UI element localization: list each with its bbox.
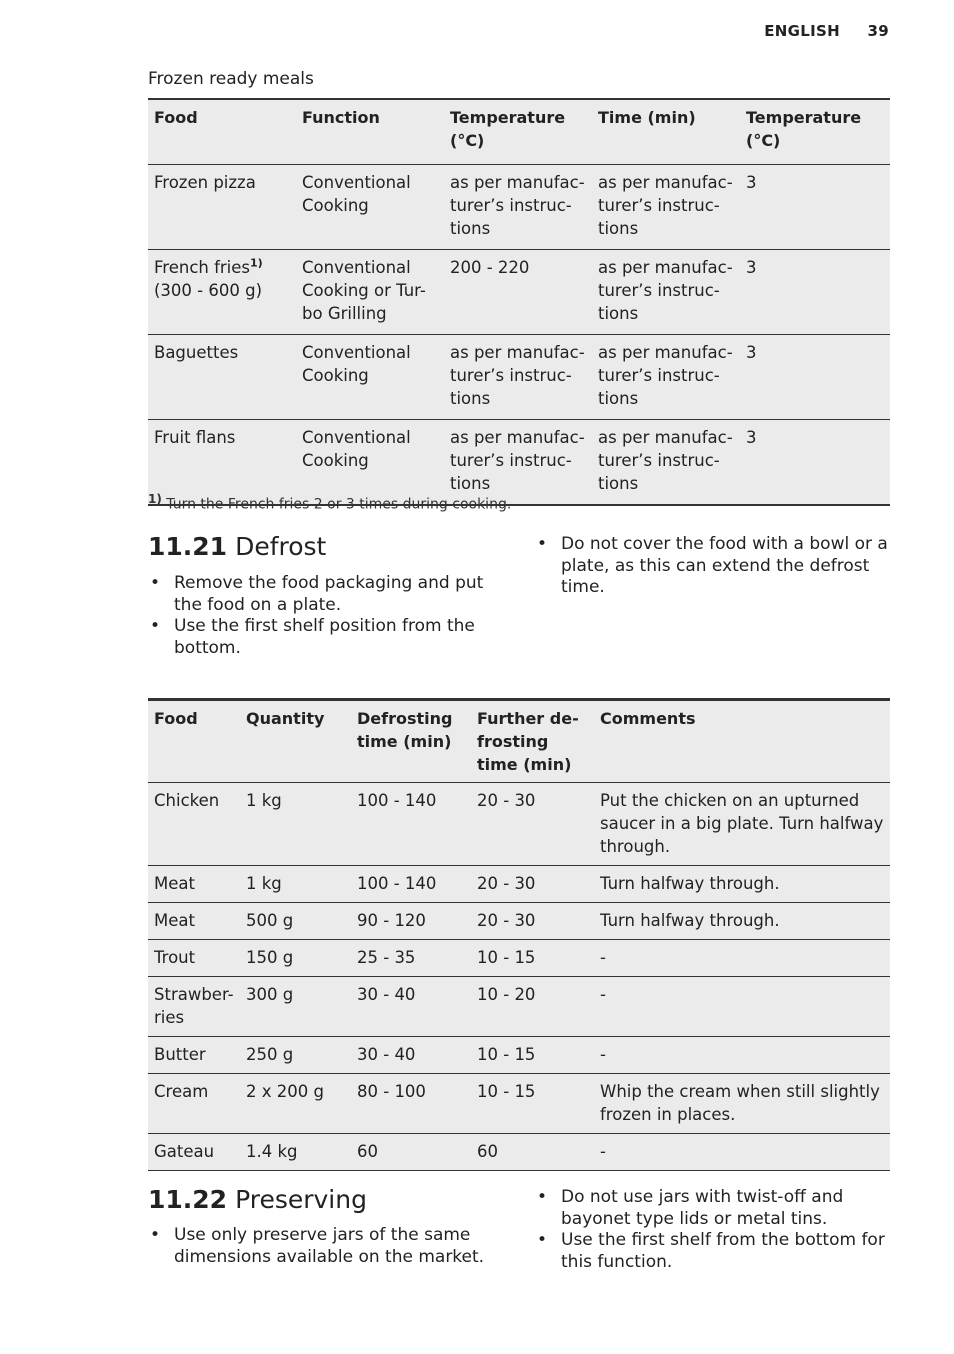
section-number: 11.22 xyxy=(148,1185,228,1214)
cell-quantity: 1 kg xyxy=(240,783,351,866)
cell-defrost-time: 60 xyxy=(351,1134,471,1171)
cell-time: as per manufac-turer’s instruc-tions xyxy=(592,250,740,335)
footnote-reference: 1) xyxy=(250,256,263,270)
cell-further-time: 10 - 20 xyxy=(471,977,594,1037)
cell-comments: - xyxy=(594,940,890,977)
cell-time: as per manufac-turer’s instruc-tions xyxy=(592,420,740,506)
cell-food: Strawber-ries xyxy=(148,977,240,1037)
cell-shelf: 3 xyxy=(740,420,890,506)
cell-quantity: 2 x 200 g xyxy=(240,1074,351,1134)
cell-food: Fruit flans xyxy=(148,420,296,506)
list-item: • Remove the food packaging and put the food on a plate. xyxy=(148,573,500,616)
section-heading-defrost xyxy=(148,532,326,561)
cell-time: as per manufac-turer’s instruc-tions xyxy=(592,165,740,250)
table-row xyxy=(148,335,890,420)
cell-shelf: 3 xyxy=(740,165,890,250)
table-row xyxy=(148,940,890,977)
cell-defrost-time: 30 - 40 xyxy=(351,977,471,1037)
cell-food: Gateau xyxy=(148,1134,240,1171)
cell-defrost-time: 25 - 35 xyxy=(351,940,471,977)
list-item: • Do not cover the food with a bowl or a plate, as this can extend the defrost time. xyxy=(535,534,890,599)
table-row xyxy=(148,903,890,940)
column-header: Temperature (°C) xyxy=(740,99,890,165)
cell-food: Trout xyxy=(148,940,240,977)
table-row xyxy=(148,165,890,250)
cell-temperature: as per manufac-turer’s instruc-tions xyxy=(444,165,592,250)
food-name: French fries xyxy=(154,258,251,277)
cell-food: Meat xyxy=(148,903,240,940)
column-header: Further de-frosting time (min) xyxy=(471,700,594,783)
cell-function: Conventional Cooking or Tur-bo Grilling xyxy=(296,250,444,335)
cell-function: Conventional Cooking xyxy=(296,420,444,506)
table-header-row xyxy=(148,700,890,783)
cell-temperature: as per manufac-turer’s instruc-tions xyxy=(444,420,592,506)
cell-comments: - xyxy=(594,1134,890,1171)
cell-temperature: as per manufac-turer’s instruc-tions xyxy=(444,335,592,420)
column-header: Food xyxy=(148,700,240,783)
cell-function: Conventional Cooking xyxy=(296,335,444,420)
cell-further-time: 20 - 30 xyxy=(471,783,594,866)
cell-defrost-time: 30 - 40 xyxy=(351,1037,471,1074)
cell-shelf: 3 xyxy=(740,335,890,420)
cell-temperature: 200 - 220 xyxy=(444,250,592,335)
cell-comments: - xyxy=(594,1037,890,1074)
column-header: Temperature (°C) xyxy=(444,99,592,165)
cell-further-time: 10 - 15 xyxy=(471,940,594,977)
cell-further-time: 10 - 15 xyxy=(471,1037,594,1074)
cell-quantity: 1.4 kg xyxy=(240,1134,351,1171)
section-title: Preserving xyxy=(235,1185,367,1214)
section-title: Defrost xyxy=(235,532,327,561)
preserving-bullets-left xyxy=(148,1225,500,1268)
cell-comments: Put the chicken on an upturned saucer in a big plate. Turn halfway through. xyxy=(594,783,890,866)
cell-quantity: 500 g xyxy=(240,903,351,940)
cell-comments: - xyxy=(594,977,890,1037)
cell-food: Baguettes xyxy=(148,335,296,420)
cell-further-time: 10 - 15 xyxy=(471,1074,594,1134)
list-item: • Use the first shelf from the bottom for this function. xyxy=(535,1230,890,1273)
cell-quantity: 250 g xyxy=(240,1037,351,1074)
table-row xyxy=(148,866,890,903)
cell-further-time: 60 xyxy=(471,1134,594,1171)
cell-food: Butter xyxy=(148,1037,240,1074)
page-header xyxy=(764,22,889,40)
table-row xyxy=(148,1074,890,1134)
page-number: 39 xyxy=(867,22,889,40)
cell-food: Cream xyxy=(148,1074,240,1134)
cell-food: Frozen pizza xyxy=(148,165,296,250)
table-row xyxy=(148,977,890,1037)
column-header: Quantity xyxy=(240,700,351,783)
cell-quantity: 150 g xyxy=(240,940,351,977)
cell-quantity: 1 kg xyxy=(240,866,351,903)
section-heading-preserving xyxy=(148,1185,367,1214)
cell-food: Meat xyxy=(148,866,240,903)
table-row xyxy=(148,783,890,866)
table-header-row xyxy=(148,99,890,165)
table-row xyxy=(148,1134,890,1171)
footnote-text: Turn the French fries 2 or 3 times during cooking. xyxy=(166,496,512,513)
list-item: • Do not use jars with twist-off and bayonet type lids or metal tins. xyxy=(535,1187,890,1230)
column-header: Comments xyxy=(594,700,890,783)
table-footnote xyxy=(148,492,511,513)
cell-comments: Whip the cream when still slightly frozen in places. xyxy=(594,1074,890,1134)
cell-further-time: 20 - 30 xyxy=(471,866,594,903)
list-item: • Use the first shelf position from the bottom. xyxy=(148,616,500,659)
cell-time: as per manufac-turer’s instruc-tions xyxy=(592,335,740,420)
cell-shelf: 3 xyxy=(740,250,890,335)
table-row xyxy=(148,1037,890,1074)
header-language: ENGLISH xyxy=(764,22,840,40)
defrost-table xyxy=(148,698,890,1171)
cell-function: Conventional Cooking xyxy=(296,165,444,250)
frozen-meals-caption: Frozen ready meals xyxy=(148,69,314,89)
table-row xyxy=(148,250,890,335)
cell-defrost-time: 90 - 120 xyxy=(351,903,471,940)
frozen-meals-table xyxy=(148,98,890,506)
food-quantity: (300 - 600 g) xyxy=(154,281,263,300)
cell-defrost-time: 80 - 100 xyxy=(351,1074,471,1134)
list-item: • Use only preserve jars of the same dimensions available on the market. xyxy=(148,1225,500,1268)
cell-quantity: 300 g xyxy=(240,977,351,1037)
cell-comments: Turn halfway through. xyxy=(594,903,890,940)
cell-food xyxy=(148,250,296,335)
defrost-bullets-left xyxy=(148,573,500,659)
column-header: Defrosting time (min) xyxy=(351,700,471,783)
cell-food: Chicken xyxy=(148,783,240,866)
section-number: 11.21 xyxy=(148,532,228,561)
column-header: Function xyxy=(296,99,444,165)
cell-defrost-time: 100 - 140 xyxy=(351,783,471,866)
defrost-bullets-right xyxy=(535,534,890,599)
column-header: Food xyxy=(148,99,296,165)
cell-further-time: 20 - 30 xyxy=(471,903,594,940)
footnote-mark: 1) xyxy=(148,492,162,506)
column-header: Time (min) xyxy=(592,99,740,165)
preserving-bullets-right xyxy=(535,1187,890,1273)
cell-comments: Turn halfway through. xyxy=(594,866,890,903)
cell-defrost-time: 100 - 140 xyxy=(351,866,471,903)
